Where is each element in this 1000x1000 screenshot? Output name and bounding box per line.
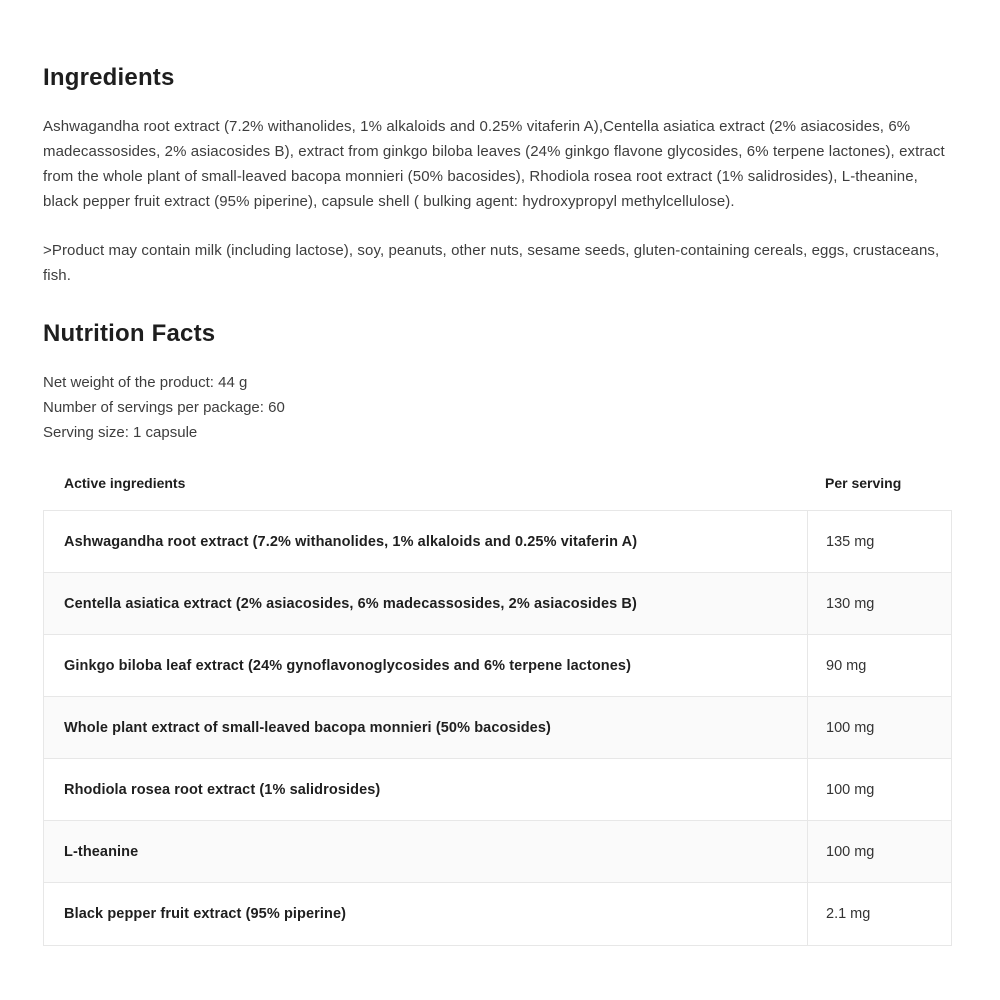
nutrition-facts-title: Nutrition Facts <box>43 320 216 347</box>
ingredient-name-cell: Ashwagandha root extract (7.2% withanolides, 1% alkaloids and 0.25% vitaferin A) <box>64 533 638 550</box>
table-row <box>44 697 951 759</box>
ingredient-name-cell: Rhodiola rosea root extract (1% salidrosides) <box>64 781 381 798</box>
table-row <box>44 821 951 883</box>
column-header-per-serving: Per serving <box>825 475 902 491</box>
ingredient-amount-cell: 90 mg <box>807 635 951 696</box>
table-header <box>43 475 952 491</box>
table-row <box>44 883 951 945</box>
net-weight-line: Net weight of the product: 44 g <box>43 374 248 391</box>
ingredient-amount-cell: 100 mg <box>807 759 951 820</box>
ingredient-amount-cell: 2.1 mg <box>807 883 951 945</box>
table-row <box>44 573 951 635</box>
ingredient-amount-cell: 100 mg <box>807 821 951 882</box>
ingredient-name-cell: L-theanine <box>64 843 139 860</box>
ingredient-name-cell: Ginkgo biloba leaf extract (24% gynoflavonoglycosides and 6% terpene lactones) <box>64 657 631 674</box>
ingredient-name-cell: Centella asiatica extract (2% asiacosides, 6% madecassosides, 2% asiacosides B) <box>64 595 637 612</box>
nutrition-details <box>43 370 952 445</box>
ingredient-amount-cell: 130 mg <box>807 573 951 634</box>
table-row <box>44 635 951 697</box>
allergen-note: >Product may contain milk (including lactose), soy, peanuts, other nuts, sesame seeds, gluten-containing cereals, eggs, crustaceans, fish. <box>43 242 940 284</box>
ingredients-title: Ingredients <box>43 64 175 91</box>
ingredient-amount-cell: 135 mg <box>807 511 951 572</box>
column-header-active-ingredients: Active ingredients <box>64 475 186 491</box>
table-row <box>44 759 951 821</box>
servings-per-package-line: Number of servings per package: 60 <box>43 399 285 416</box>
serving-size-line: Serving size: 1 capsule <box>43 424 198 441</box>
ingredients-paragraph: Ashwagandha root extract (7.2% withanolides, 1% alkaloids and 0.25% vitaferin A),Centella asiatica extract (2% asiacosides, 6% madecassosides, 2% asiacosides B), extract from ginkgo biloba leaves (24% ginkgo flavone glycosides, 6% terpene lactones), extract from the whole plant of small-leaved bacopa monnieri (50% bacosides), Rhodiola rosea root extract (1% salidrosides), L-theanine, black pepper fruit extract (95% piperine), capsule shell ( bulking agent: hydroxypropyl methylcellulose). <box>43 118 945 210</box>
table-row <box>44 511 951 573</box>
ingredient-name-cell: Whole plant extract of small-leaved bacopa monnieri (50% bacosides) <box>64 719 551 736</box>
ingredient-name-cell: Black pepper fruit extract (95% piperine) <box>64 906 347 922</box>
ingredient-amount-cell: 100 mg <box>807 697 951 758</box>
active-ingredients-table <box>43 510 952 946</box>
